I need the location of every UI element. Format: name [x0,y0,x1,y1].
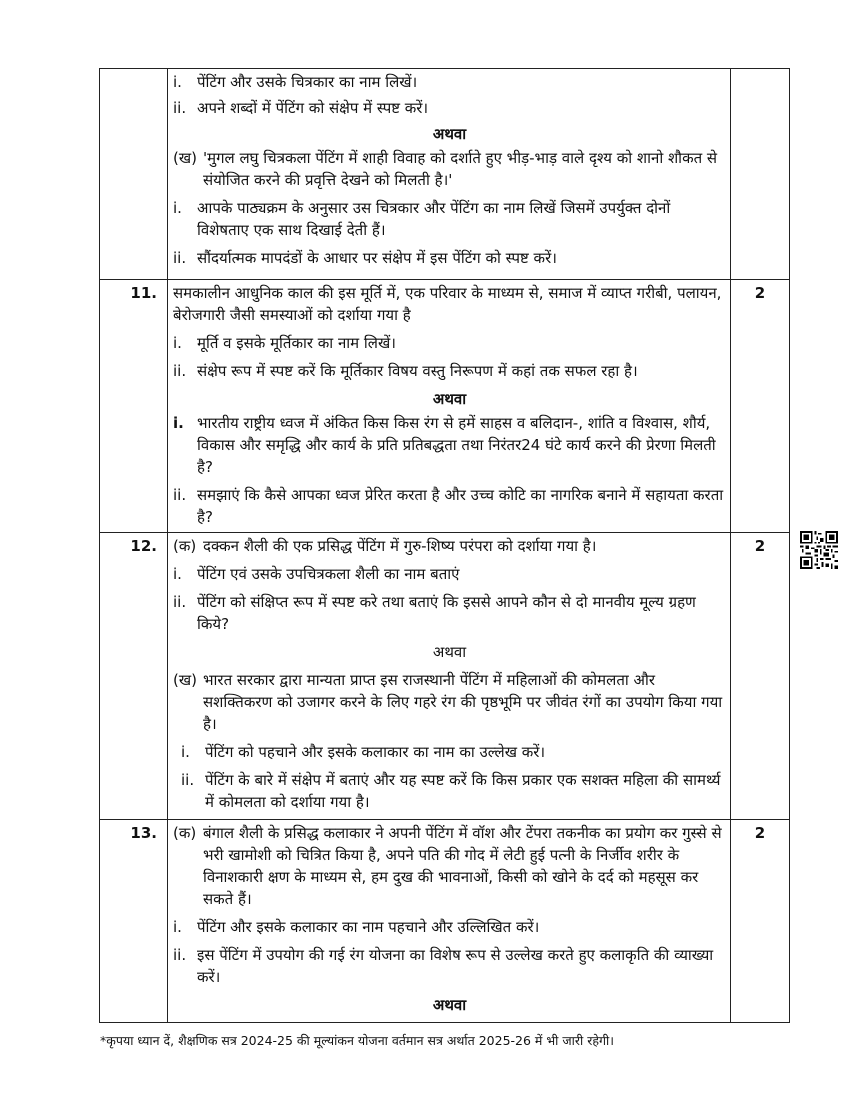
or-divider: अथवा [432,643,467,661]
question-number: 12. [100,533,168,820]
footnote: *कृपया ध्यान दें, शैक्षणिक सत्र 2024-25 की मूल्यांकन योजना वर्तमान सत्र अर्थात 2025-26 में भी जारी रहेगी। [100,1033,614,1048]
list-item: ii. पेंटिंग के बारे में संक्षेप में बताएं और यह स्पष्ट करें कि किस प्रकार एक सशक्त महिला की सामर्थ्य में कोमलता को दर्शाया गया है। [181,771,721,811]
question-body [168,820,731,1023]
question-number: 13. [100,820,168,1023]
list-item: ii. संक्षेप रूप में स्पष्ट करें कि मूर्तिकार विषय वस्तु निरूपण में कहां तक सफल रहा है। [173,362,638,380]
question-row-11 [100,280,790,533]
question-row-continued [100,69,790,280]
marks-cell [731,69,790,280]
or-divider: अथवा [432,125,467,143]
list-item: i. पेंटिंग और उसके चित्रकार का नाम लिखें। [173,73,418,91]
part-b: (ख) 'मुगल लघु चित्रकला पेंटिंग में शाही विवाह को दर्शाते हुए भीड़-भाड़ वाले दृश्य को शानो शौकत से संयोजित करने की प्रवृत्ति देखने को मिलती है।' [173,149,718,189]
part-a: (क) बंगाल शैली के प्रसिद्ध कलाकार ने अपनी पेंटिंग में वॉश और टेंपरा तकनीक का प्रयोग कर गुस्से से भरी खामोशी को चित्रित किया है, अपने पति की गोद में लेटी हुई पत्नी के निर्जीव शरीर के विनाशकारी क्षण के माध्यम से, हम दुख की भावनाओं, किसी को खोने के दर्द को महसूस कर सकते हैं। [173,824,722,908]
list-item: ii. अपने शब्दों में पेंटिंग को संक्षेप में स्पष्ट करें। [173,99,429,117]
part-b: (ख) भारत सरकार द्वारा मान्यता प्राप्त इस राजस्थानी पेंटिंग में महिलाओं की कोमलता और सशक्तिकरण को उजागर करने के लिए गहरे रंग की पृष्ठभूमि पर जीवंत रंगों का उपयोग किया गया है। [173,671,723,733]
marks-cell: 2 [731,533,790,820]
question-body [168,533,731,820]
list-item: i. पेंटिंग एवं उसके उपचित्रकला शैली का नाम बताएं [173,565,460,583]
question-table [99,68,790,1023]
list-item: i. पेंटिंग को पहचाने और इसके कलाकार का नाम का उल्लेख करें। [181,743,546,761]
or-divider: अथवा [432,390,467,408]
question-row-13 [100,820,790,1023]
or-divider: अथवा [432,996,467,1014]
question-number: 11. [100,280,168,533]
list-item: ii. समझाएं कि कैसे आपका ध्वज प्रेरित करता है और उच्च कोटि का नागरिक बनाने में सहायता करता है? [173,486,724,526]
marks-cell: 2 [731,280,790,533]
question-stem: समकालीन आधुनिक काल की इस मूर्ति में, एक परिवार के माध्यम से, समाज में व्याप्त गरीबी, पलायन, बेरोजगारी जैसी समस्याओं को दर्शाया गया है [173,284,722,324]
question-body [168,69,731,280]
list-item: ii. इस पेंटिंग में उपयोग की गई रंग योजना का विशेष रूप से उल्लेख करते हुए कलाकृति की व्याख्या करें। [173,946,714,986]
qr-code-icon [800,531,838,569]
question-body [168,280,731,533]
question-number [100,69,168,280]
list-item: ii. सौंदर्यात्मक मापदंडों के आधार पर संक्षेप में इस पेंटिंग को स्पष्ट करें। [173,249,557,267]
question-row-12 [100,533,790,820]
list-item: ii. पेंटिंग को संक्षिप्त रूप में स्पष्ट करे तथा बताएं कि इससे आपने कौन से दो मानवीय मूल्य ग्रहण किये? [173,593,696,633]
part-a: (क) दक्कन शैली की एक प्रसिद्ध पेंटिंग में गुरु-शिष्य परंपरा को दर्शाया गया है। [173,537,597,555]
list-item: i. पेंटिंग और इसके कलाकार का नाम पहचाने और उल्लिखित करें। [173,918,540,936]
list-item: i. भारतीय राष्ट्रीय ध्वज में अंकित किस किस रंग से हमें साहस व बलिदान-, शांति व विश्वास, शौर्य, विकास और समृद्धि और कार्य के प्रति प्रतिबद्धता तथा निरंतर24 घंटे कार्य करने की प्रेरणा मिलती है? [173,414,716,476]
marks-cell: 2 [731,820,790,1023]
list-item: i. आपके पाठ्यक्रम के अनुसार उस चित्रकार और पेंटिंग का नाम लिखें जिसमें उपर्युक्त दोनों विशेषताए एक साथ दिखाई देती हैं। [173,199,671,239]
list-item: i. मूर्ति व इसके मूर्तिकार का नाम लिखें। [173,334,396,352]
